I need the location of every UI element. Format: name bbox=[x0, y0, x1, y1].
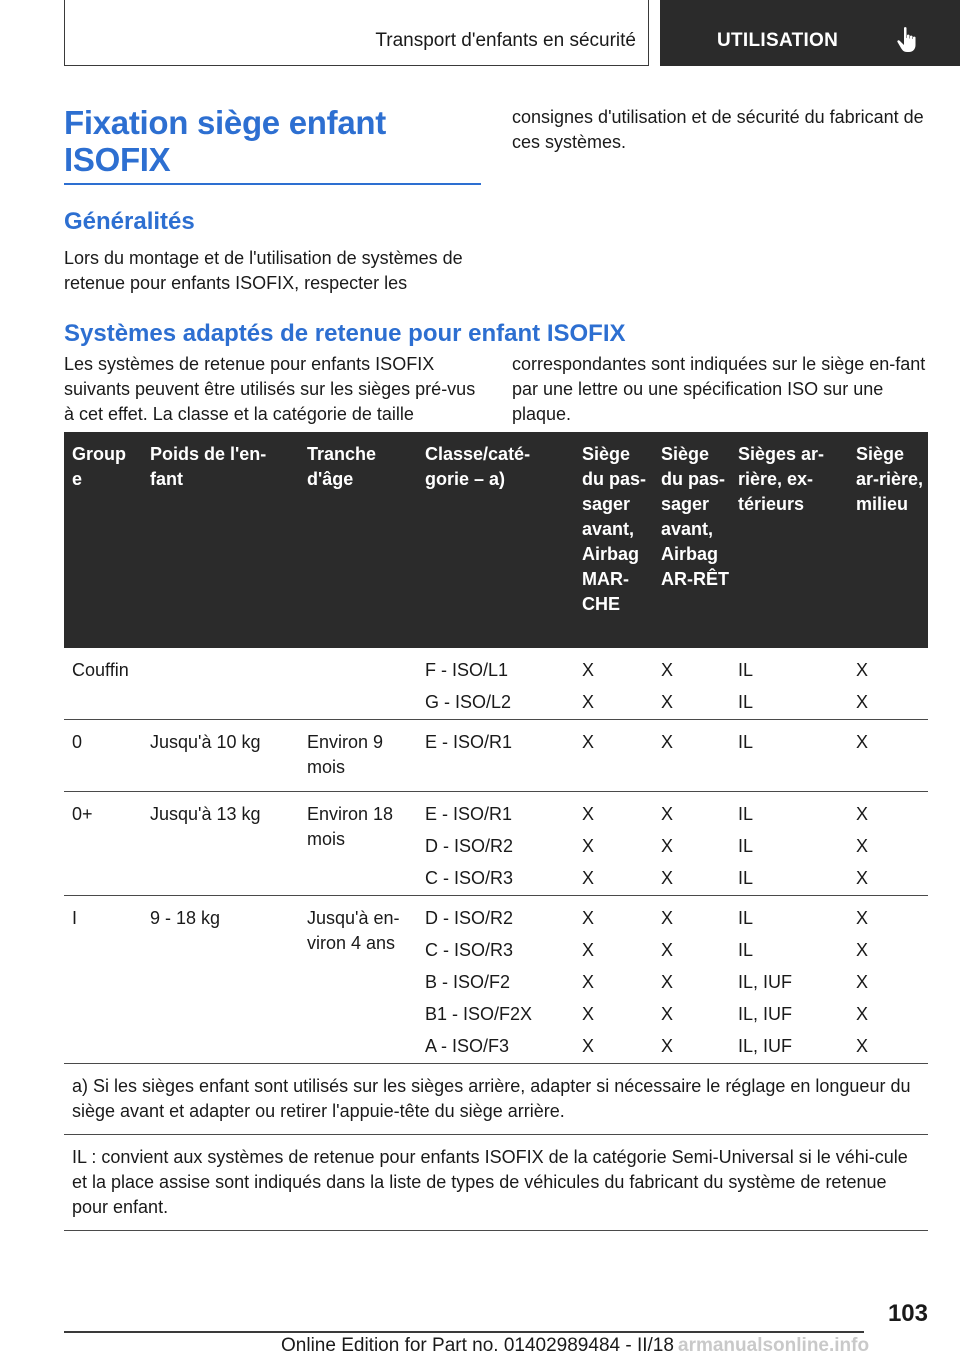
header-chapter-label: UTILISATION bbox=[717, 30, 839, 51]
systems-paragraph-left: Les systèmes de retenue pour enfants ISOFIX suivants peuvent être utilisés sur les sièges pré-vus à cet effet. La classe et la catégorie de taille bbox=[64, 354, 476, 424]
cell-group: 0 bbox=[72, 732, 83, 752]
cell-class: E - ISO/R1 bbox=[425, 804, 513, 824]
cell-class: D - ISO/R2 bbox=[425, 908, 514, 928]
cell-weight: 9 - 18 kg bbox=[150, 908, 221, 928]
cell-class: G - ISO/L2 bbox=[425, 692, 512, 712]
page-number: 103 bbox=[887, 1300, 928, 1327]
cell-age: Environ 18 mois bbox=[307, 804, 394, 849]
cell-front-airbag-on: X bbox=[582, 1004, 595, 1024]
cell-rear-outer: IL, IUF bbox=[738, 1036, 793, 1056]
header-weight: Poids de l'en-fant bbox=[150, 444, 267, 489]
cell-class: B1 - ISO/F2X bbox=[425, 1004, 533, 1024]
systems-paragraph-right: correspondantes sont indiquées sur le siège en-fant par une lettre ou une spécification ISO sur une plaque. bbox=[512, 354, 926, 424]
cell-rear-outer: IL bbox=[738, 940, 754, 960]
header-front-airbag-on: Siège du pas-sager avant, Airbag MAR-CHE bbox=[582, 444, 647, 614]
cell-front-airbag-off: X bbox=[661, 692, 674, 712]
cell-front-airbag-on: X bbox=[582, 804, 595, 824]
cell-rear-middle: X bbox=[856, 908, 869, 928]
cell-rear-middle: X bbox=[856, 1036, 869, 1056]
cell-front-airbag-on: X bbox=[582, 660, 595, 680]
table-row bbox=[64, 896, 928, 1064]
cell-front-airbag-on: X bbox=[582, 1036, 595, 1056]
cell-group: 0+ bbox=[72, 804, 93, 824]
table-row bbox=[64, 648, 928, 720]
cell-front-airbag-on: X bbox=[582, 836, 595, 856]
cell-group: Couffin bbox=[72, 660, 129, 680]
table-footnote: a) Si les sièges enfant sont utilisés sur les sièges arrière, adapter si nécessaire le réglage en longueur du siège avant et adapter ou retirer l'appuie-tête du siège arrière. bbox=[64, 1064, 928, 1135]
table-footnote: IL : convient aux systèmes de retenue pour enfants ISOFIX de la catégorie Semi-Universal si le véhi-cule et la place assise sont indiqués dans la liste de types de véhicules du fabricant du système de retenue pour enfant. bbox=[64, 1135, 928, 1231]
cell-rear-outer: IL, IUF bbox=[738, 1004, 793, 1024]
header-chapter-tab[interactable] bbox=[660, 0, 960, 66]
cell-rear-middle: X bbox=[856, 692, 869, 712]
cell-rear-middle: X bbox=[856, 940, 869, 960]
general-paragraph: Lors du montage et de l'utilisation de systèmes de retenue pour enfants ISOFIX, respecter les bbox=[64, 248, 463, 293]
footer-watermark: armanualsonline.info bbox=[678, 1335, 870, 1356]
cell-rear-middle: X bbox=[856, 868, 869, 888]
cell-class: C - ISO/R3 bbox=[425, 940, 514, 960]
cell-weight: Jusqu'à 13 kg bbox=[150, 804, 261, 824]
cell-rear-outer: IL bbox=[738, 908, 754, 928]
cell-rear-middle: X bbox=[856, 660, 869, 680]
cell-front-airbag-off: X bbox=[661, 908, 674, 928]
cell-weight: Jusqu'à 10 kg bbox=[150, 732, 261, 752]
table-row bbox=[64, 720, 928, 792]
header-age: Tranche d'âge bbox=[307, 444, 377, 489]
cell-class: C - ISO/R3 bbox=[425, 868, 514, 888]
cell-rear-outer: IL bbox=[738, 836, 754, 856]
header-front-airbag-off: Siège du pas-sager avant, Airbag AR-RÊT bbox=[661, 444, 729, 589]
header-group: Group e bbox=[72, 444, 126, 489]
title-underline bbox=[64, 183, 481, 185]
cell-rear-outer: IL bbox=[738, 660, 754, 680]
table-row bbox=[64, 792, 928, 896]
cell-class: E - ISO/R1 bbox=[425, 732, 513, 752]
cell-class: F - ISO/L1 bbox=[425, 660, 509, 680]
footer-edition: Online Edition for Part no. 01402989484 - II/18 bbox=[281, 1335, 674, 1356]
cell-front-airbag-off: X bbox=[661, 972, 674, 992]
cell-group: I bbox=[72, 908, 78, 928]
general-paragraph-continued: consignes d'utilisation et de sécurité du fabricant de ces systèmes. bbox=[512, 107, 924, 152]
cell-age: Environ 9 mois bbox=[307, 732, 384, 777]
table-footnotes bbox=[64, 1064, 928, 1231]
cell-front-airbag-on: X bbox=[582, 732, 595, 752]
cell-front-airbag-off: X bbox=[661, 1004, 674, 1024]
table-header bbox=[64, 432, 928, 648]
cell-class: A - ISO/F3 bbox=[425, 1036, 510, 1056]
cell-rear-middle: X bbox=[856, 836, 869, 856]
cell-front-airbag-off: X bbox=[661, 732, 674, 752]
cell-front-airbag-off: X bbox=[661, 660, 674, 680]
cell-rear-middle: X bbox=[856, 972, 869, 992]
cell-front-airbag-off: X bbox=[661, 1036, 674, 1056]
isofix-table bbox=[64, 432, 928, 1231]
cell-front-airbag-on: X bbox=[582, 940, 595, 960]
cell-rear-middle: X bbox=[856, 804, 869, 824]
cell-age: Jusqu'à en-viron 4 ans bbox=[307, 908, 400, 953]
cell-rear-middle: X bbox=[856, 1004, 869, 1024]
table-body bbox=[64, 648, 928, 1064]
cell-rear-outer: IL bbox=[738, 868, 754, 888]
cell-class: B - ISO/F2 bbox=[425, 972, 511, 992]
cell-rear-middle: X bbox=[856, 732, 869, 752]
section-heading-systems: Systèmes adaptés de retenue pour enfant ISOFIX bbox=[64, 320, 626, 347]
cell-front-airbag-on: X bbox=[582, 868, 595, 888]
cell-class: D - ISO/R2 bbox=[425, 836, 514, 856]
cell-front-airbag-off: X bbox=[661, 836, 674, 856]
cell-front-airbag-on: X bbox=[582, 972, 595, 992]
cell-front-airbag-off: X bbox=[661, 940, 674, 960]
hand-pointer-icon bbox=[896, 26, 920, 54]
page-title: Fixation siège enfant ISOFIX bbox=[64, 104, 386, 178]
header-rear-outer: Sièges ar-rière, ex-térieurs bbox=[738, 444, 825, 514]
cell-rear-outer: IL bbox=[738, 732, 754, 752]
cell-front-airbag-on: X bbox=[582, 692, 595, 712]
cell-front-airbag-off: X bbox=[661, 868, 674, 888]
header-rear-middle: Siège ar-rière, milieu bbox=[856, 444, 924, 514]
header-section-title: Transport d'enfants en sécurité bbox=[375, 30, 636, 51]
cell-rear-outer: IL bbox=[738, 692, 754, 712]
cell-rear-outer: IL, IUF bbox=[738, 972, 793, 992]
cell-front-airbag-on: X bbox=[582, 908, 595, 928]
cell-front-airbag-off: X bbox=[661, 804, 674, 824]
cell-rear-outer: IL bbox=[738, 804, 754, 824]
header-class: Classe/caté-gorie – a) bbox=[425, 444, 531, 489]
footer-rule bbox=[64, 1331, 864, 1333]
section-heading-general: Généralités bbox=[64, 208, 195, 235]
